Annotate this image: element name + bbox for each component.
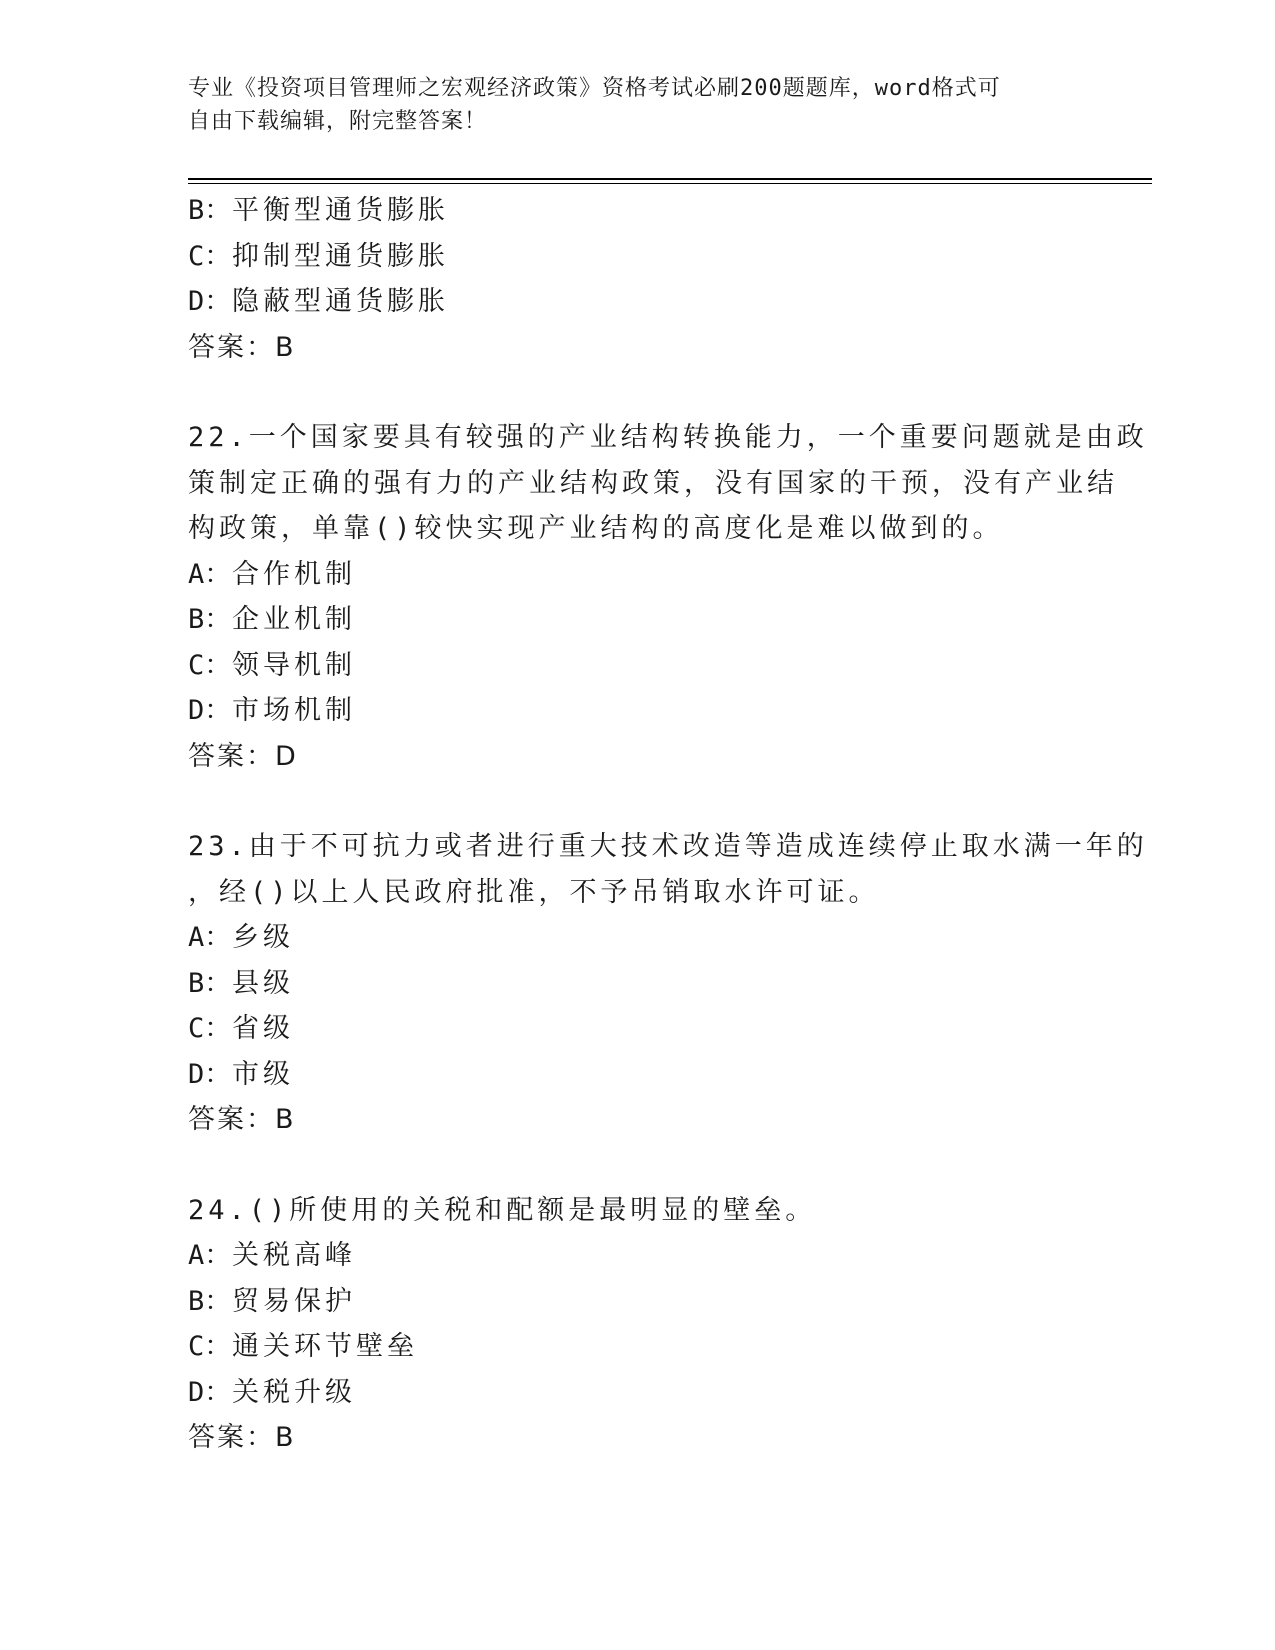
option-c: [188, 1006, 1088, 1052]
question-list: [188, 188, 1148, 1461]
option-text: 市场机制: [232, 695, 356, 726]
question-text-line: ，经()以上人民政府批准，不予吊销取水许可证。: [188, 876, 880, 908]
answer-line: 答案：B: [188, 331, 296, 363]
option-text: 市级: [232, 1058, 294, 1090]
option-d: [188, 279, 1088, 325]
option-b: [188, 597, 1088, 643]
option-text: 领导机制: [232, 649, 356, 681]
option-text: 关税高峰: [232, 1240, 356, 1271]
header-rule-thick: [188, 178, 1152, 180]
option-text: 省级: [232, 1013, 294, 1044]
option-key: C：: [188, 1331, 232, 1362]
option-key: B：: [188, 1285, 232, 1317]
question-text-line: 构政策，单靠()较快实现产业结构的高度化是难以做到的。: [188, 513, 1004, 544]
option-text: 企业机制: [232, 604, 356, 635]
question-22: [188, 415, 1148, 779]
option-text: 合作机制: [232, 558, 356, 590]
header-line-2: 自由下载编辑，附完整答案！: [188, 109, 488, 134]
option-text: 贸易保护: [232, 1285, 356, 1317]
option-key: B：: [188, 967, 232, 999]
option-text: 隐蔽型通货膨胀: [232, 286, 449, 317]
question-21-continued: [188, 188, 1088, 370]
option-d: [188, 1052, 1088, 1098]
option-text: 抑制型通货膨胀: [232, 240, 449, 272]
option-text: 乡级: [232, 922, 294, 953]
option-d: [188, 1370, 1088, 1416]
option-text: 县级: [232, 967, 294, 999]
question-24: [188, 1188, 1088, 1461]
option-a: [188, 1233, 1088, 1279]
option-key: C：: [188, 240, 232, 272]
option-b: [188, 188, 1088, 234]
option-key: C：: [188, 649, 232, 681]
option-d: [188, 688, 1088, 734]
question-text-line: 24.()所使用的关税和配额是最明显的壁垒。: [188, 1194, 817, 1226]
option-b: [188, 1279, 1088, 1325]
option-b: [188, 961, 1088, 1007]
option-key: C：: [188, 1013, 232, 1044]
header-line-1: 专业《投资项目管理师之宏观经济政策》资格考试必刷200题题库，word格式可: [188, 76, 1001, 101]
option-c: [188, 1324, 1088, 1370]
option-text: 通关环节壁垒: [232, 1331, 418, 1362]
option-a: [188, 552, 1088, 598]
question-23: [188, 824, 1148, 1143]
question-text-line: 23.由于不可抗力或者进行重大技术改造等造成连续停止取水满一年的: [188, 831, 1148, 862]
option-key: B：: [188, 604, 232, 635]
option-key: A：: [188, 922, 232, 953]
header-rule-thin: [188, 183, 1152, 184]
option-a: [188, 915, 1088, 961]
option-c: [188, 643, 1088, 689]
answer-line: 答案：B: [188, 1422, 296, 1453]
option-key: D：: [188, 1058, 232, 1090]
answer-line: 答案：D: [188, 740, 298, 772]
option-key: D：: [188, 286, 232, 317]
document-header: [188, 72, 1088, 138]
answer-line: 答案：B: [188, 1104, 296, 1135]
question-text-line: 策制定正确的强有力的产业结构政策，没有国家的干预，没有产业结: [188, 467, 1118, 499]
option-key: A：: [188, 1240, 232, 1271]
option-key: D：: [188, 695, 232, 726]
option-c: [188, 234, 1088, 280]
option-key: B：: [188, 195, 232, 226]
option-text: 关税升级: [232, 1376, 356, 1408]
question-text-line: 22.一个国家要具有较强的产业结构转换能力，一个重要问题就是由政: [188, 422, 1148, 453]
option-text: 平衡型通货膨胀: [232, 195, 449, 226]
option-key: D：: [188, 1376, 232, 1408]
option-key: A：: [188, 558, 232, 590]
